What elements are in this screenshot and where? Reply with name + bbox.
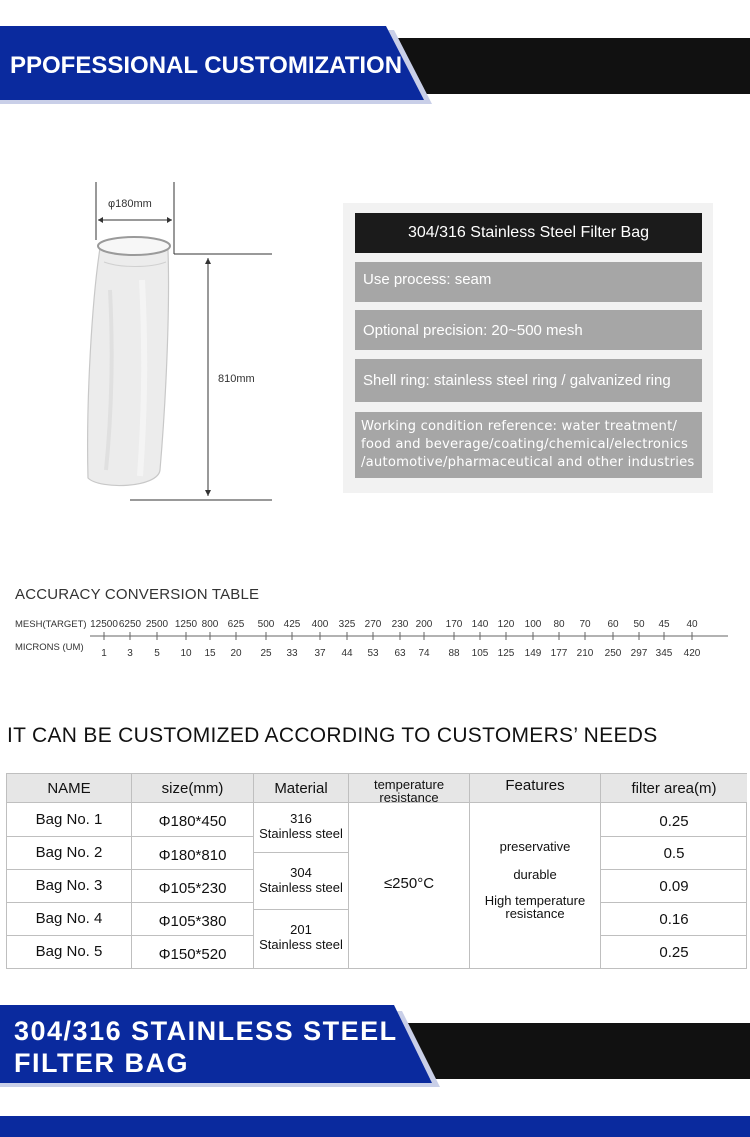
bottom-banner-title [14, 1015, 398, 1079]
bottom-banner-line: 304/316 STAINLESS STEEL [14, 1016, 398, 1046]
table-cell-area: 0.25 [601, 802, 747, 836]
header-size: size(mm) [132, 774, 254, 802]
table-cell-name: Bag No. 3 [7, 869, 132, 902]
feature-item: High temperature [484, 893, 586, 908]
working-condition-line: /automotive/pharmaceutical and other industries [361, 455, 695, 470]
micron-value: 1 [101, 648, 107, 659]
mesh-label: MESH(TARGET) [15, 619, 87, 630]
mesh-value: 40 [686, 619, 698, 630]
top-banner-title: PPOFESSIONAL CUSTOMIZATION [10, 52, 403, 79]
material-type: Stainless steel [259, 880, 343, 895]
mesh-value: 400 [311, 619, 329, 630]
spec-working-condition [355, 412, 702, 478]
mesh-value: 45 [658, 619, 670, 630]
material-grade: 304 [290, 865, 312, 880]
feature-item: durable [513, 867, 557, 882]
mesh-value: 140 [471, 619, 489, 630]
table-cell-size: Φ105*380 [132, 902, 254, 935]
table-cell-name: Bag No. 2 [7, 836, 132, 869]
mesh-value: 1250 [174, 619, 198, 630]
mesh-value: 325 [338, 619, 356, 630]
filter-bag-illustration [70, 170, 290, 510]
feature-item: preservative [499, 839, 571, 854]
mesh-value: 230 [391, 619, 409, 630]
micron-value: 5 [154, 648, 160, 659]
micron-value: 33 [286, 648, 298, 659]
micron-value: 177 [550, 648, 568, 659]
footer-bar [0, 1116, 750, 1137]
table-cell-material [254, 802, 349, 852]
working-condition-line: food and beverage/coating/chemical/electronics [361, 437, 689, 452]
accuracy-table-title: ACCURACY CONVERSION TABLE [15, 586, 260, 603]
bottom-banner-line: FILTER BAG [14, 1048, 189, 1078]
size-table [6, 773, 747, 969]
header-filter-area: filter area(m) [601, 774, 747, 802]
table-cell-area: 0.09 [601, 869, 747, 902]
table-cell-name: Bag No. 5 [7, 935, 132, 968]
mesh-value: 100 [524, 619, 542, 630]
micron-value: 297 [630, 648, 648, 659]
mesh-value: 500 [257, 619, 275, 630]
header-temp-line: temperature [373, 777, 445, 792]
diameter-label: φ180mm [108, 198, 152, 210]
mesh-value: 60 [607, 619, 619, 630]
micron-value: 88 [448, 648, 460, 659]
mesh-value: 80 [553, 619, 565, 630]
table-cell-name: Bag No. 4 [7, 902, 132, 935]
material-grade: 316 [290, 811, 312, 826]
micron-value: 25 [260, 648, 272, 659]
micron-value: 3 [127, 648, 133, 659]
micron-value: 420 [683, 648, 701, 659]
mesh-value: 625 [227, 619, 245, 630]
spec-process: Use process: seam [355, 262, 702, 302]
filter-bag-diagram [70, 170, 290, 510]
micron-value: 63 [394, 648, 406, 659]
table-cell-material [254, 852, 349, 909]
mesh-value: 70 [579, 619, 591, 630]
micron-value: 15 [204, 648, 216, 659]
table-cell-name: Bag No. 1 [7, 802, 132, 836]
header-features: Features [470, 774, 601, 802]
top-banner [0, 26, 750, 102]
table-cell-size: Φ180*810 [132, 836, 254, 869]
material-grade: 201 [290, 922, 312, 937]
mesh-value: 2500 [145, 619, 169, 630]
header-material: Material [254, 774, 349, 802]
header-name: NAME [7, 774, 132, 802]
micron-value: 125 [497, 648, 515, 659]
table-cell-temperature: ≤250°C [349, 802, 470, 968]
table-cell-size: Φ105*230 [132, 869, 254, 902]
mesh-value: 50 [633, 619, 645, 630]
mesh-value: 6250 [118, 619, 142, 630]
mesh-value: 120 [497, 619, 515, 630]
table-cell-features [470, 802, 601, 968]
header-temp-line: resistance [379, 790, 439, 805]
micron-value: 105 [471, 648, 489, 659]
table-cell-material [254, 909, 349, 968]
spec-heading: 304/316 Stainless Steel Filter Bag [355, 213, 702, 253]
micron-value: 250 [604, 648, 622, 659]
spec-precision: Optional precision: 20~500 mesh [355, 310, 702, 350]
micron-value: 149 [524, 648, 542, 659]
micron-value: 20 [230, 648, 242, 659]
spec-shell-ring: Shell ring: stainless steel ring / galvanized ring [355, 359, 702, 402]
accuracy-table [0, 610, 750, 670]
table-cell-size: Φ150*520 [132, 935, 254, 968]
material-type: Stainless steel [259, 937, 343, 952]
mesh-value: 800 [201, 619, 219, 630]
micron-value: 44 [341, 648, 353, 659]
micron-value: 37 [314, 648, 326, 659]
micron-value: 53 [367, 648, 379, 659]
table-cell-area: 0.16 [601, 902, 747, 935]
table-cell-area: 0.5 [601, 836, 747, 869]
micron-value: 345 [655, 648, 673, 659]
feature-item: resistance [505, 906, 565, 921]
working-condition-line: Working condition reference: water treatment/ [361, 419, 678, 434]
mesh-value: 12500 [90, 619, 118, 630]
accuracy-scale [0, 610, 750, 670]
bottom-banner [0, 1005, 750, 1085]
material-type: Stainless steel [259, 826, 343, 841]
microns-label: MICRONS (UM) [15, 642, 84, 653]
length-label: 810mm [218, 373, 255, 385]
micron-value: 210 [576, 648, 594, 659]
mesh-value: 270 [364, 619, 382, 630]
mesh-value: 200 [415, 619, 433, 630]
mesh-value: 170 [445, 619, 463, 630]
table-cell-size: Φ180*450 [132, 802, 254, 836]
mesh-value: 425 [283, 619, 301, 630]
micron-value: 10 [180, 648, 192, 659]
table-cell-area: 0.25 [601, 935, 747, 968]
header-temperature [349, 774, 470, 805]
micron-value: 74 [418, 648, 430, 659]
customize-heading: IT CAN BE CUSTOMIZED ACCORDING TO CUSTOMERS’ NEEDS [7, 724, 658, 747]
spec-panel [343, 203, 713, 493]
